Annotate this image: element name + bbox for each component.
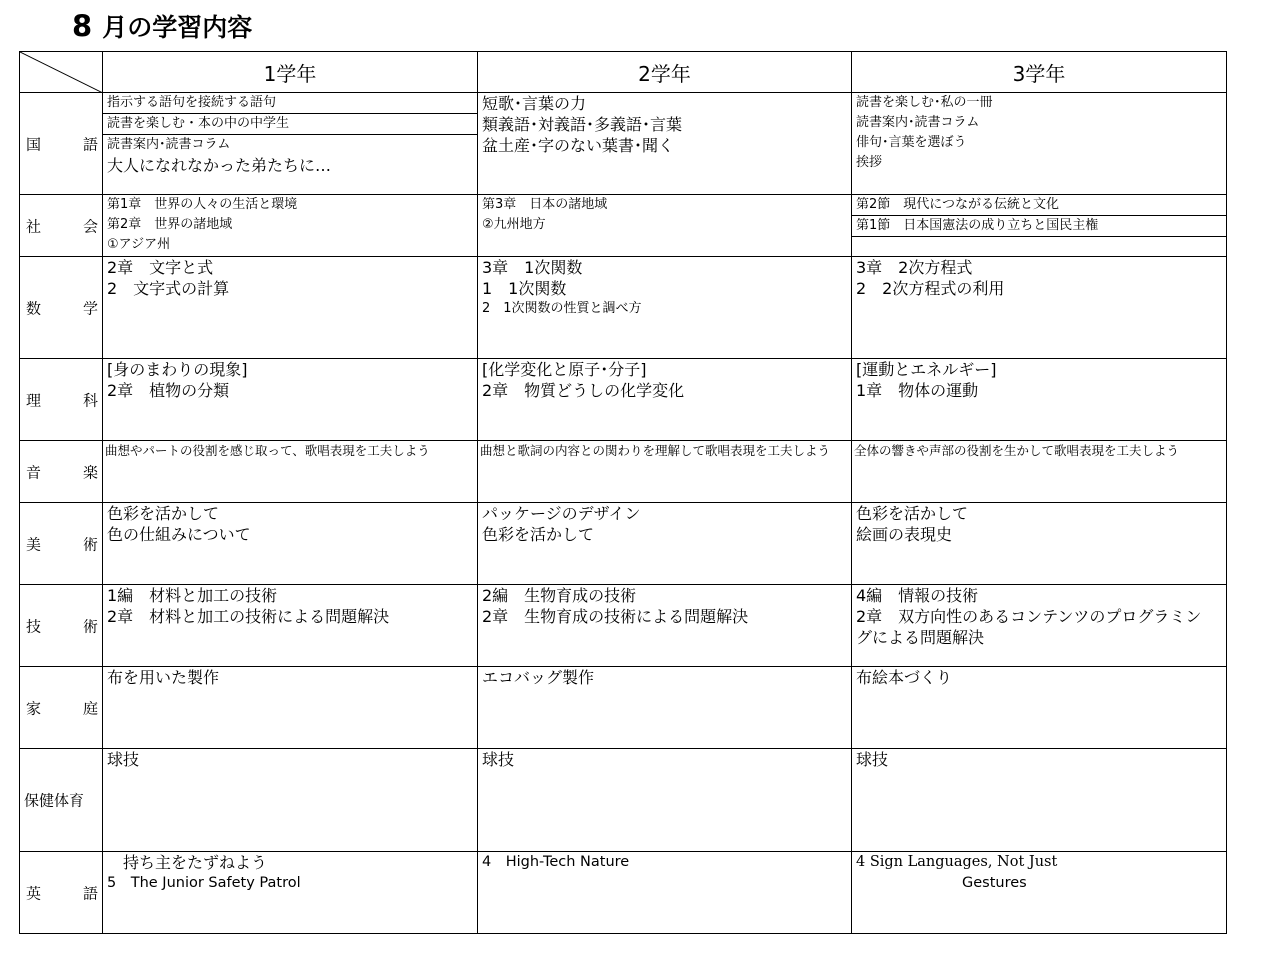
gijutsu-g1: [103, 585, 478, 667]
subject-hoken: 保健体育: [20, 749, 103, 852]
katei-g1: [103, 667, 478, 749]
list-item: 3章 2次方程式: [856, 258, 973, 277]
list-item: 球技: [856, 750, 889, 769]
rika-g1: [103, 359, 478, 441]
grade1-header: 1学年: [103, 52, 478, 93]
subject-gijutsu: 技 術: [20, 585, 103, 667]
rika-g3: [852, 359, 1227, 441]
rika-g2: [478, 359, 852, 441]
list-item: [化学変化と原子･分子]: [482, 360, 647, 379]
corner-diagonal: [20, 52, 103, 93]
list-item: 全体の響きや声部の役割を生かして歌唱表現を工夫しよう: [854, 443, 1180, 458]
row-bijutsu: [20, 503, 1227, 585]
list-item: 曲想と歌詞の内容との関わりを理解して歌唱表現を工夫しよう: [480, 443, 831, 458]
list-item: 絵画の表現史: [856, 525, 953, 544]
list-item: 指示する語句を接続する語句: [103, 93, 477, 114]
eigo-g2: [478, 852, 852, 934]
shakai-g1: [103, 195, 478, 257]
row-shakai: [20, 195, 1227, 257]
list-item: 挨拶: [856, 155, 883, 170]
ongaku-g3: [852, 441, 1227, 503]
list-item: 盆土産･字のない葉書･聞く: [482, 136, 675, 155]
ongaku-g2: [478, 441, 852, 503]
subject-ongaku: 音 楽: [20, 441, 103, 503]
list-item: 4 High-Tech Nature: [482, 854, 630, 870]
eigo-g3: [852, 852, 1227, 934]
list-item: 大人になれなかった弟たちに…: [107, 156, 332, 175]
list-item: 読書を楽しむ・本の中の中学生: [103, 114, 477, 135]
list-item: 第2章 世界の諸地域: [107, 217, 233, 232]
row-hoken: [20, 749, 1227, 852]
list-item: 俳句･言葉を選ぼう: [856, 135, 967, 150]
list-item: 球技: [482, 750, 515, 769]
row-sugaku: [20, 257, 1227, 359]
list-item: Gestures: [962, 875, 1027, 891]
header-row: [20, 52, 1227, 93]
grade3-header: 3学年: [852, 52, 1227, 93]
list-item: ②九州地方: [482, 217, 546, 232]
list-item: 持ち主をたずねよう: [107, 853, 268, 872]
list-item: 布を用いた製作: [107, 668, 220, 687]
page-title: [72, 8, 252, 44]
hoken-g3: [852, 749, 1227, 852]
subject-rika: 理 科: [20, 359, 103, 441]
list-item: 色彩を活かして: [856, 504, 969, 523]
row-kokugo: [20, 93, 1227, 195]
list-item: 2章 文字と式: [107, 258, 214, 277]
subject-kokugo: 国 語: [20, 93, 103, 195]
list-item: 球技: [107, 750, 140, 769]
katei-g2: [478, 667, 852, 749]
bijutsu-g2: [478, 503, 852, 585]
kokugo-g3: [852, 93, 1227, 195]
schedule-table: [19, 51, 1227, 934]
row-katei: [20, 667, 1227, 749]
list-item: ①アジア州: [107, 237, 171, 252]
row-ongaku: [20, 441, 1227, 503]
katei-g3: [852, 667, 1227, 749]
list-item: 2章 双方向性のあるコンテンツのプログラミン: [856, 607, 1202, 626]
title-text: 月の学習内容: [102, 13, 253, 42]
gijutsu-g2: [478, 585, 852, 667]
hoken-g1: [103, 749, 478, 852]
hoken-g2: [478, 749, 852, 852]
list-item: 3章 1次関数: [482, 258, 583, 277]
list-item: 1 1次関数: [482, 279, 567, 298]
bijutsu-g3: [852, 503, 1227, 585]
list-item: 2 1次関数の性質と調べ方: [482, 301, 642, 316]
list-item: [運動とエネルギー]: [856, 360, 997, 379]
list-item: 色彩を活かして: [482, 525, 595, 544]
list-item: 4 Sign Languages, Not Just: [856, 854, 1058, 870]
sugaku-g3: [852, 257, 1227, 359]
sugaku-g2: [478, 257, 852, 359]
list-item: 色彩を活かして: [107, 504, 220, 523]
list-item: 布絵本づくり: [856, 668, 953, 687]
list-item: 第1章 世界の人々の生活と環境: [107, 197, 298, 212]
list-item: 読書案内･読書コラム: [856, 115, 980, 130]
list-item: 4編 情報の技術: [856, 586, 979, 605]
list-item: 2章 材料と加工の技術による問題解決: [107, 607, 390, 626]
subject-eigo: 英 語: [20, 852, 103, 934]
list-item: 読書案内･読書コラム: [107, 137, 231, 152]
row-eigo: [20, 852, 1227, 934]
list-item: 2 文字式の計算: [107, 279, 230, 298]
shakai-g2: [478, 195, 852, 257]
list-item: グによる問題解決: [856, 628, 985, 647]
list-item: 1章 物体の運動: [856, 381, 979, 400]
list-item: 曲想やパートの役割を感じ取って、歌唱表現を工夫しよう: [105, 443, 430, 458]
sugaku-g1: [103, 257, 478, 359]
row-gijutsu: [20, 585, 1227, 667]
ongaku-g1: [103, 441, 478, 503]
subject-katei: 家 庭: [20, 667, 103, 749]
list-item: 2 2次方程式の利用: [856, 279, 1005, 298]
subject-shakai: 社 会: [20, 195, 103, 257]
list-item: 2章 物質どうしの化学変化: [482, 381, 685, 400]
subject-bijutsu: 美 術: [20, 503, 103, 585]
month-number: 8: [72, 9, 93, 43]
list-item: 第1節 日本国憲法の成り立ちと国民主権: [852, 216, 1226, 237]
list-item: 短歌･言葉の力: [482, 94, 587, 113]
list-item: エコバッグ製作: [482, 668, 595, 687]
list-item: 読書を楽しむ･私の一冊: [856, 95, 993, 110]
list-item: [身のまわりの現象]: [107, 360, 248, 379]
kokugo-g1: [103, 93, 478, 195]
list-item: 2編 生物育成の技術: [482, 586, 637, 605]
list-item: パッケージのデザイン: [482, 504, 641, 523]
kokugo-g2: [478, 93, 852, 195]
list-item: 第3章 日本の諸地域: [482, 197, 608, 212]
shakai-g3: [852, 195, 1227, 257]
bijutsu-g1: [103, 503, 478, 585]
subject-sugaku: 数 学: [20, 257, 103, 359]
list-item: 類義語･対義語･多義語･言葉: [482, 115, 683, 134]
list-item: 2章 植物の分類: [107, 381, 230, 400]
list-item: 2章 生物育成の技術による問題解決: [482, 607, 749, 626]
gijutsu-g3: [852, 585, 1227, 667]
list-item: 5 The Junior Safety Patrol: [107, 875, 301, 891]
corner-cell: [20, 52, 103, 93]
eigo-g1: [103, 852, 478, 934]
list-item: 色の仕組みについて: [107, 525, 251, 544]
list-item: 1編 材料と加工の技術: [107, 586, 278, 605]
grade2-header: 2学年: [478, 52, 852, 93]
row-rika: [20, 359, 1227, 441]
list-item: 第2節 現代につながる伝統と文化: [852, 195, 1226, 216]
